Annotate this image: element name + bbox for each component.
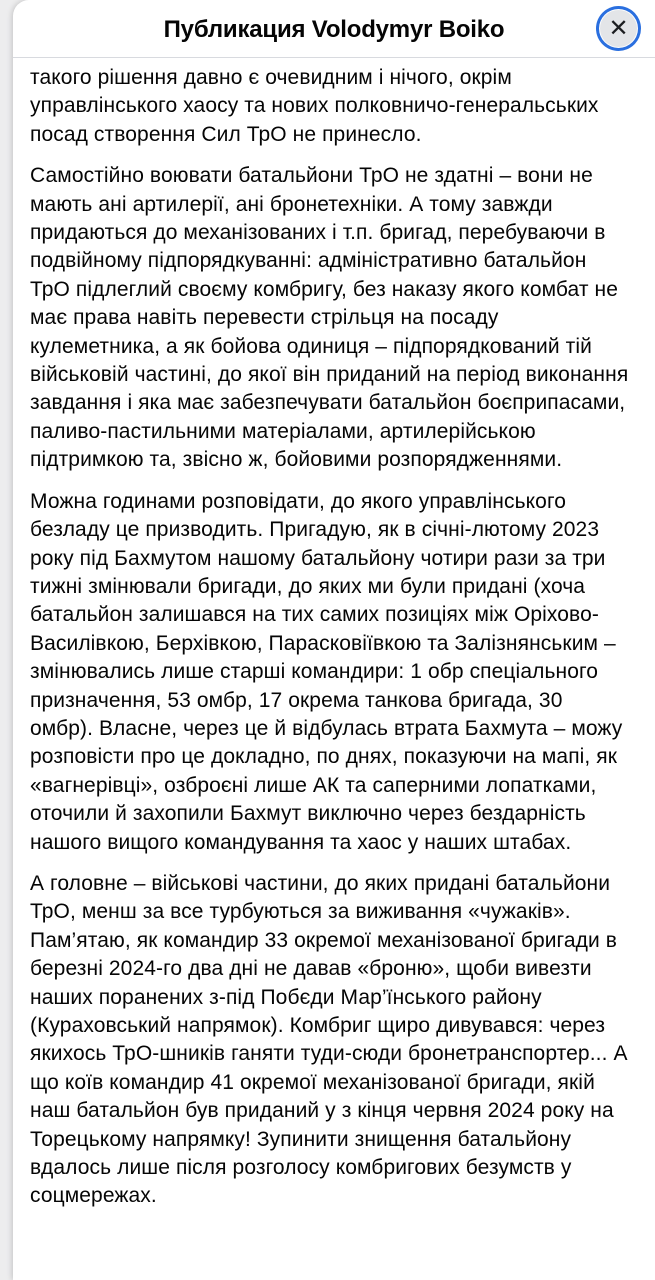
post-content xyxy=(13,58,655,1244)
post-paragraph: такого рішення давно є очевидним і нічого, окрім управлінського хаосу та нових полковничо-генеральських посад створення Сил ТрО не принесло. xyxy=(30,66,599,146)
close-button[interactable] xyxy=(600,10,637,47)
post-paragraph: А головне – військові частини, до яких придані батальйони ТрО, менш за все турбуються за виживання «чужаків». Пам’ятаю, як командир 33 окремої механізованої бригади в березні 2024-го два дні не давав «броню», щоби вивезти наших поранених з-під Побєди Мар’їнського району (Кураховський напрямок). Комбриг щиро дивувався: через якихось ТрО-шників ганяти туди-сюди бронетранспортер... А що коїв командир 41 окремої механізованої бригади, якій наш батальйон був приданий у з кінця червня 2024 року на Торецькому напрямку! Зупинити знищення батальйону вдалось лише після розголосу комбригових безумств у соцмережах. xyxy=(30,871,628,1208)
modal-title: Публикация Volodymyr Boiko xyxy=(163,15,505,43)
modal-header xyxy=(13,0,655,58)
post-modal xyxy=(13,0,655,1280)
post-paragraph: Можна годинами розповідати, до якого управлінського безладу це призводить. Пригадую, як в січні-лютому 2023 року під Бахмутом нашому батальйону чотири рази за три тижні змінювали бригади, до яких ми були придані (хоча батальйон залишався на тих самих позиціях між Оріхово-Василівкою, Берхівкою, Парасковіївкою та Залізнянським – змінювались лише старші командири: 1 обр спеціального призначення, 53 омбр, 17 окрема танкова бригада, 30 омбр). Власне, через це й відбулась втрата Бахмута – можу розповісти про це докладно, по днях, показуючи на мапі, як «вагнерівці», озброєні лише АК та саперними лопатками, оточили й захопили Бахмут виключно через бездарність нашого вищого командування та хаос у наших штабах. xyxy=(30,489,623,854)
post-paragraph: Самостійно воювати батальйони ТрО не здатні – вони не мають ані артилерії, ані бронетехніки. А тому завжди придаються до механізованих і т.п. бригад, перебуваючи в подвійному підпорядкуванні: адміністративно батальйон ТрО підлеглий своєму комбригу, без наказу якого комбат не має права навіть перевести стрільця на посаду кулеметника, а як бойова одиниця – підпорядкований тій військовій частині, до якої він приданий на період виконання завдання і яка має забезпечувати батальйон боєприпасами, паливо-пастильними матеріалами, артилерійською підтримкою та, звісно ж, бойовими розпорядженнями. xyxy=(30,164,629,472)
close-icon: ✕ xyxy=(608,13,629,42)
